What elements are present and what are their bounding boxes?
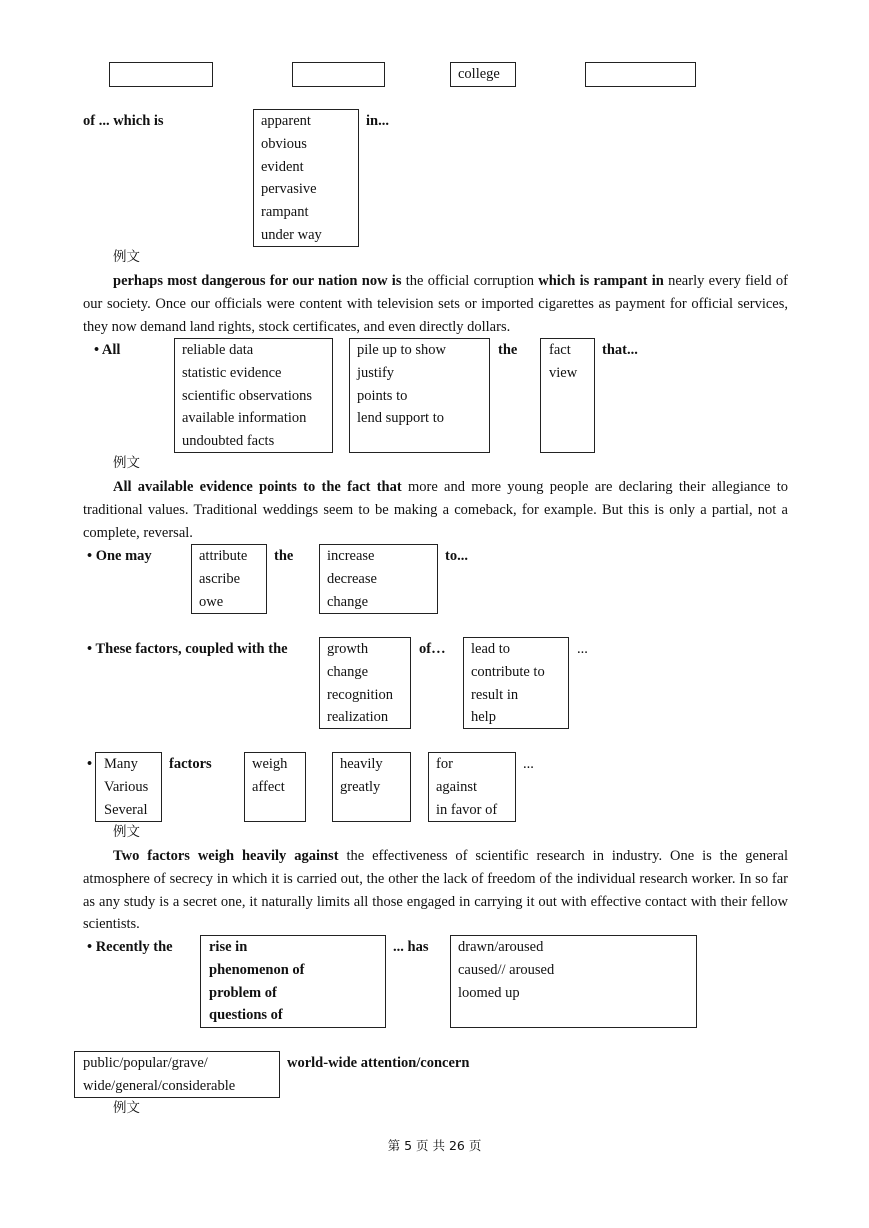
pattern2-nouns-box: fact view [540, 338, 595, 453]
pattern2-verbs-box: pile up to show justify points to lend support to [349, 338, 490, 453]
pattern5-bullet: • [87, 756, 93, 772]
pattern4-of: of… [419, 641, 446, 657]
pattern4-nouns-box: growth change recognition realization [319, 637, 411, 729]
pattern5-factors: factors [169, 756, 212, 772]
pattern4-tail: ... [577, 641, 588, 657]
pattern2-tail: that... [602, 342, 638, 358]
pattern5-dets-box: Many Various Several [95, 752, 162, 822]
pattern2-lead: • All [94, 342, 121, 358]
pattern7-adjs-box: public/popular/grave/ wide/general/considerable [74, 1051, 280, 1098]
top-box-2 [292, 62, 385, 87]
example-label-1: 例文 [113, 249, 140, 265]
pattern3-nouns-box: increase decrease change [319, 544, 438, 614]
pattern5-preps-box: for against in favor of [428, 752, 516, 822]
example-label-4: 例文 [113, 1100, 140, 1116]
page-footer: 第 5 页 共 26 页 [387, 1138, 482, 1153]
pattern3-tail: to... [445, 548, 468, 564]
pattern6-verbs-box: drawn/aroused caused// aroused loomed up [450, 935, 697, 1028]
example-paragraph-1: perhaps most dangerous for our nation now is the official corruption which is rampant in nearly every field of our society. Once our officials were content with television sets or imported cigarettes as payment for official services, they now demand land rights, stock certificates, and even directly dollars. [83, 273, 788, 335]
top-box-1 [109, 62, 213, 87]
top-box-4 [585, 62, 696, 87]
pattern3-verbs-box: attribute ascribe owe [191, 544, 267, 614]
pattern5-tail: ... [523, 756, 534, 772]
pattern3-article: the [274, 548, 294, 564]
example-label-3: 例文 [113, 824, 140, 840]
pattern7-tail: world-wide attention/concern [287, 1055, 470, 1071]
pattern1-lead: of ... which is [83, 113, 164, 129]
example-label-2: 例文 [113, 455, 140, 471]
pattern2-article: the [498, 342, 518, 358]
example-paragraph-3: Two factors weigh heavily against the effectiveness of scientific research in industry. One is the general atmosphere of secrecy in which it is carried out, the other the lack of freedom of the individual research worker. In so far as any study is a secret one, it naturally limits all those engaged in carrying it out with effective contact with their fellow scientists. [83, 848, 788, 933]
pattern6-lead: • Recently the [87, 939, 173, 955]
pattern2-subjects-box: reliable data statistic evidence scientific observations available information undoubted facts [174, 338, 333, 453]
example-paragraph-2: All available evidence points to the fact that more and more young people are declaring their allegiance to traditional values. Traditional weddings seem to be making a comeback, for example. But this is only a partial, not a complete, reversal. [83, 479, 788, 541]
pattern1-tail: in... [366, 113, 389, 129]
pattern1-options-box: apparent obvious evident pervasive rampant under way [253, 109, 359, 247]
pattern3-lead: • One may [87, 548, 152, 564]
pattern6-mid: ... has [393, 939, 429, 955]
pattern4-verbs-box: lead to contribute to result in help [463, 637, 569, 729]
pattern4-lead: • These factors, coupled with the [87, 641, 288, 657]
pattern5-advs-box: heavily greatly [332, 752, 411, 822]
pattern5-verbs-box: weigh affect [244, 752, 306, 822]
pattern6-nouns-box: rise in phenomenon of problem of questions of [200, 935, 386, 1028]
top-box-3: college [450, 62, 516, 87]
